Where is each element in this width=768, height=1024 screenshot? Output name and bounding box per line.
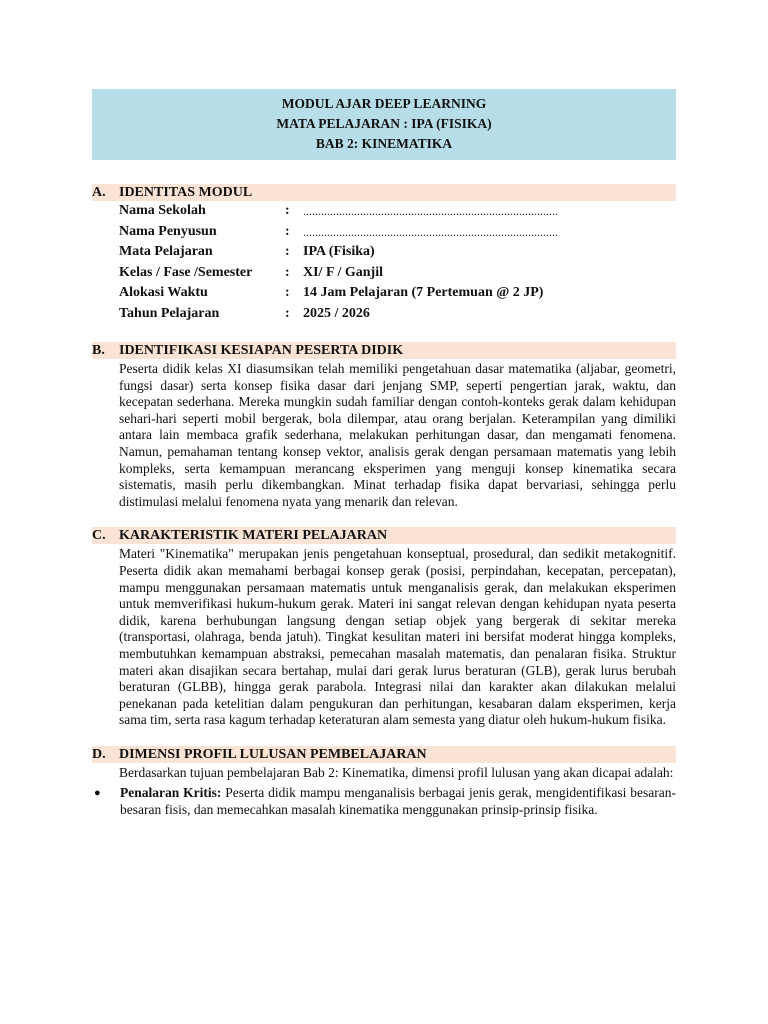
identity-colon: : [285,264,290,280]
identity-label: Nama Penyusun [119,223,217,239]
section-heading [92,342,676,359]
chapter-title: BAB 2: KINEMATIKA [315,136,453,151]
identity-row [119,304,676,325]
section-title: IDENTITAS MODUL [119,185,253,200]
section-identitas-modul [92,184,676,324]
section-letter: C. [92,528,106,544]
bullet-text [120,785,676,818]
section-letter: B. [92,343,105,358]
identity-value: 2025 / 2026 [303,305,370,321]
identity-label: Nama Sekolah [119,203,206,218]
identity-value: 14 Jam Pelajaran (7 Pertemuan @ 2 JP) [303,285,544,300]
identity-value: IPA (Fisika) [303,244,375,259]
document-title: MODUL AJAR DEEP LEARNING [281,96,487,111]
subject-title: MATA PELAJARAN : IPA (FISIKA) [276,116,492,131]
identity-colon: : [285,244,290,259]
section-letter: A. [92,185,106,200]
identity-row [119,222,676,243]
list-item [92,785,676,818]
section-title: IDENTIFIKASI KESIAPAN PESERTA DIDIK [119,343,404,358]
section-heading [92,527,676,544]
section-dimensi-profil-lulusan [92,746,676,819]
section-kesiapan-peserta-didik [92,342,676,510]
section-karakteristik-materi [92,527,676,729]
identity-label: Alokasi Waktu [119,285,208,300]
section-title: DIMENSI PROFIL LULUSAN PEMBELAJARAN [119,746,427,762]
identity-row [119,283,676,304]
identity-value: ..................................................................................... [303,224,558,239]
document-page [92,89,676,819]
section-paragraph: Peserta didik kelas XI diasumsikan telah memiliki pengetahuan dasar matematika (aljabar, geometri, fungsi dasar) serta konsep fisika dasar dari jenjang SMP, seperti pengertian jarak, waktu, dan kecepatan sederhana. Mereka mungkin sudah familiar dengan contoh-konteks gerak dalam kehidupan sehari-hari seperti mobil bergerak, bola dilempar, atau orang berjalan. Keterampilan yang dimiliki antara lain membaca grafik sederhana, melakukan perhitungan dasar, dan mengamati fenomena. Namun, pemahaman tentang konsep vektor, analisis gerak dengan persamaan matematis yang lebih kompleks, serta kemampuan merancang eksperimen yang menguji konsep kinematika secara sistematis, masih perlu dikembangkan. Minat terhadap fisika dapat bervariasi, sehingga perlu distimulasi melalui fenomena nyata yang menarik dan relevan. [119,361,676,509]
identity-row [119,201,676,222]
identity-label: Mata Pelajaran [119,244,213,259]
identity-row [119,242,676,263]
identity-colon: : [285,305,290,321]
bullet-term: Penalaran Kritis: [120,785,222,801]
identity-value: ..................................................................................... [303,204,558,218]
identity-colon: : [285,285,290,300]
identity-colon: : [285,203,290,218]
section-letter: D. [92,746,106,762]
section-title: KARAKTERISTIK MATERI PELAJARAN [119,528,388,544]
profile-bullet-list [92,785,676,818]
title-box [92,89,676,160]
section-paragraph: Materi "Kinematika" merupakan jenis pengetahuan konseptual, prosedural, dan sedikit metakognitif. Peserta didik akan memahami berbagai konsep gerak (posisi, perpindahan, kecepatan, percepatan), mampu menggunakan persamaan matematis untuk menganalisis gerak, dan melakukan eksperimen untuk memverifikasi hukum-hukum gerak. Materi ini sangat relevan dengan kehidupan nyata peserta didik, karena berhubungan langsung dengan setiap objek yang bergerak di sekitar mereka (transportasi, olahraga, benda jatuh). Tingkat kesulitan materi ini bersifat moderat hingga kompleks, membutuhkan kemampuan abstraksi, pemecahan masalah matematis, dan penalaran fisika. Struktur materi akan disajikan secara bertahap, mulai dari gerak lurus beraturan (GLB), gerak lurus berubah beraturan (GLBB), hingga gerak parabola. Integrasi nilai dan karakter akan dilakukan melalui penekanan pada ketelitian dalam pengukuran dan perhitungan, kesabaran dalam eksperimen, kerja sama tim, serta rasa kagum terhadap keteraturan alam semesta yang diatur oleh hukum-hukum fisika. [119,546,676,728]
section-heading [92,746,676,763]
section-intro: Berdasarkan tujuan pembelajaran Bab 2: Kinematika, dimensi profil lulusan yang akan dicapai adalah: [119,764,674,780]
identity-label: Kelas / Fase /Semester [119,264,253,280]
identity-value: XI/ F / Ganjil [303,264,383,280]
identity-label: Tahun Pelajaran [119,305,220,321]
identity-row [119,263,676,284]
section-heading [92,184,676,201]
identity-colon: : [285,223,290,239]
bullet-icon: ● [94,787,101,800]
identity-table [119,201,676,324]
bullet-description: Peserta didik mampu menganalisis berbagai jenis gerak, mengidentifikasi besaran-besaran fisis, dan memecahkan masalah kinematika menggunakan prinsip-prinsip fisika. [120,785,676,818]
